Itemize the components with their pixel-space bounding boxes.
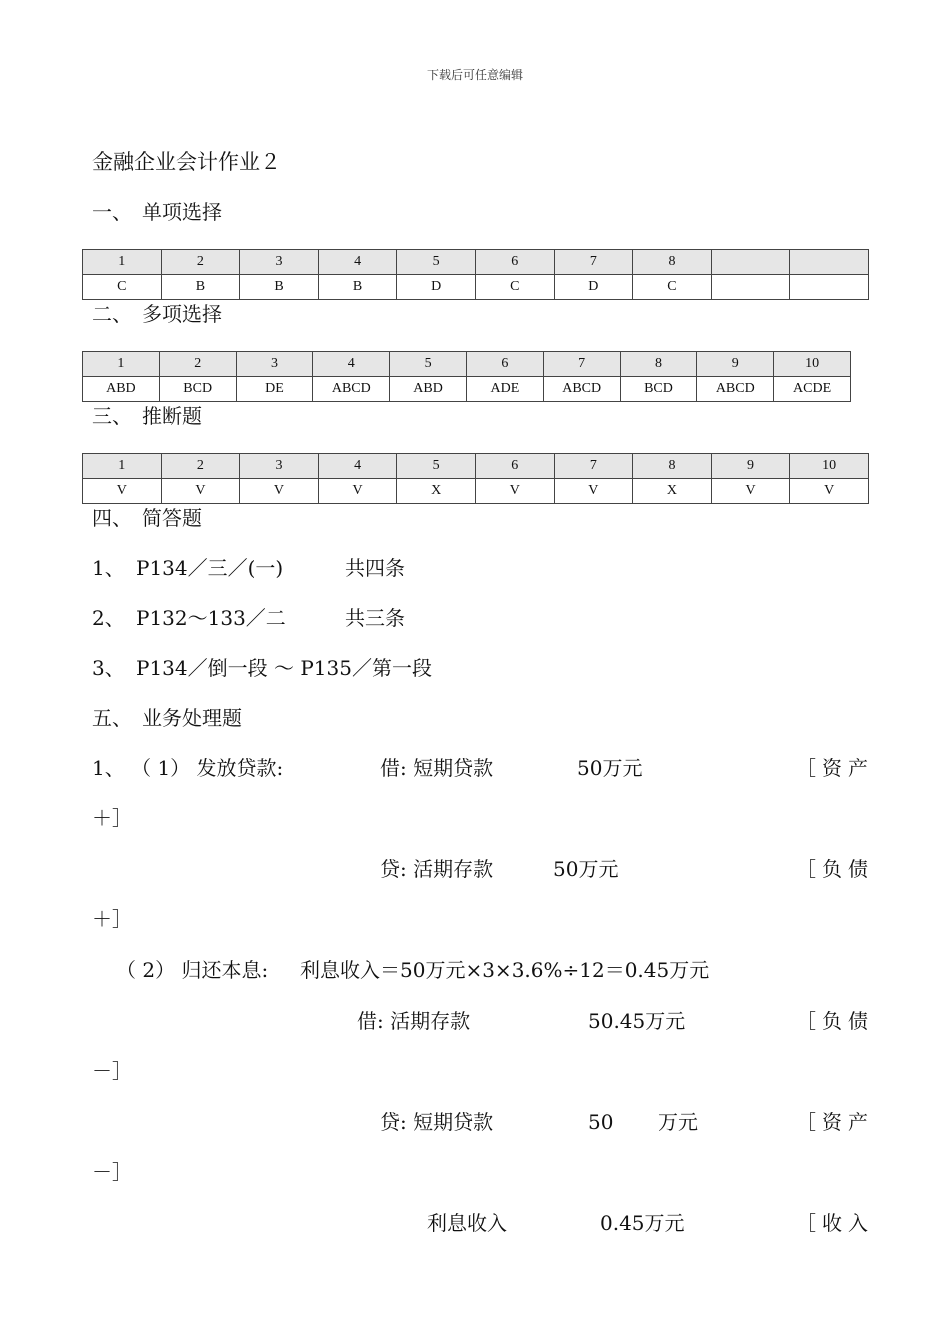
table-cell: V (240, 479, 319, 504)
account-type-tag: ［负债 (796, 857, 874, 881)
table-cell: 9 (711, 454, 790, 479)
short-answer-number: 1、 (92, 556, 125, 580)
table-cell: ABD (83, 377, 160, 402)
table-cell: 2 (159, 352, 236, 377)
table-cell: 4 (318, 250, 397, 275)
entry-label: 1、 （ 1） 发放贷款: (92, 756, 284, 780)
table-cell: 6 (475, 454, 554, 479)
table-cell: X (397, 479, 476, 504)
section-short-answer: 四、 简答题 (92, 506, 202, 530)
journal-credit: 贷: 活期存款 (380, 857, 494, 881)
journal-credit: 贷: 短期贷款 (380, 1110, 494, 1134)
table-cell (711, 275, 790, 300)
table-cell: 1 (83, 454, 162, 479)
table-cell: 8 (633, 250, 712, 275)
table-row (83, 275, 869, 300)
table-cell (790, 275, 869, 300)
short-answer-number: 3、 (92, 656, 125, 680)
table-cell: BCD (159, 377, 236, 402)
journal-amount: 50 (588, 1110, 614, 1134)
table-cell: 5 (397, 454, 476, 479)
table-cell: 2 (161, 250, 240, 275)
table-cell: BCD (620, 377, 697, 402)
journal-amount: 0.45万元 (600, 1211, 685, 1235)
table-cell: 7 (554, 250, 633, 275)
short-answer-note: 共四条 (345, 556, 405, 580)
table-cell: D (554, 275, 633, 300)
journal-credit-account: 利息收入 (427, 1211, 507, 1235)
single-choice-table (82, 249, 869, 300)
short-answer-reference: P134／倒一段 ～ P135／第一段 (136, 656, 432, 680)
table-cell: 1 (83, 352, 160, 377)
account-type-tag: －］ (92, 1160, 132, 1184)
table-header-row (83, 352, 851, 377)
multiple-choice-table (82, 351, 851, 402)
table-cell: 10 (774, 352, 851, 377)
table-cell: C (83, 275, 162, 300)
table-row (83, 377, 851, 402)
short-answer-number: 2、 (92, 606, 125, 630)
table-header-row (83, 250, 869, 275)
account-type-tag: ［资产 (796, 1110, 874, 1134)
account-type-tag: ＋］ (92, 907, 132, 931)
section-judgment: 三、 推断题 (92, 404, 202, 428)
table-cell: 9 (697, 352, 774, 377)
table-cell: V (83, 479, 162, 504)
table-cell: V (161, 479, 240, 504)
table-cell: 6 (466, 352, 543, 377)
table-cell: 1 (83, 250, 162, 275)
table-cell: 5 (390, 352, 467, 377)
table-cell: 7 (543, 352, 620, 377)
account-type-tag: ［收入 (796, 1211, 874, 1235)
table-cell: 2 (161, 454, 240, 479)
table-cell: V (790, 479, 869, 504)
judgment-table (82, 453, 869, 504)
table-cell: C (475, 275, 554, 300)
page-header: 下载后可任意编辑 (426, 68, 523, 82)
table-cell: DE (236, 377, 313, 402)
table-cell: 6 (475, 250, 554, 275)
table-cell: X (633, 479, 712, 504)
table-cell: C (633, 275, 712, 300)
table-cell: 8 (620, 352, 697, 377)
section-multiple-choice: 二、 多项选择 (92, 302, 222, 326)
table-cell: V (318, 479, 397, 504)
table-cell: 4 (318, 454, 397, 479)
table-cell: 8 (633, 454, 712, 479)
journal-debit: 借: 活期存款 (357, 1009, 471, 1033)
table-cell: B (318, 275, 397, 300)
journal-amount: 50.45万元 (588, 1009, 686, 1033)
journal-amount: 50万元 (553, 857, 619, 881)
account-type-tag: －］ (92, 1059, 132, 1083)
table-cell: V (711, 479, 790, 504)
table-cell: B (240, 275, 319, 300)
entry-label: （ 2） 归还本息: (116, 958, 269, 982)
table-cell: 7 (554, 454, 633, 479)
short-answer-reference: P134／三／(一) (136, 556, 284, 580)
table-cell: 3 (236, 352, 313, 377)
table-cell: ADE (466, 377, 543, 402)
table-cell: V (475, 479, 554, 504)
table-cell: V (554, 479, 633, 504)
account-type-tag: ＋］ (92, 806, 132, 830)
short-answer-note: 共三条 (345, 606, 405, 630)
interest-formula: 利息收入＝50万元×3×3.6%÷12＝0.45万元 (300, 958, 710, 982)
table-cell: D (397, 275, 476, 300)
short-answer-reference: P132～133／二 (136, 606, 286, 630)
table-cell: 4 (313, 352, 390, 377)
table-cell (790, 250, 869, 275)
table-cell: 10 (790, 454, 869, 479)
account-type-tag: ［资产 (796, 756, 874, 780)
table-cell: ABCD (697, 377, 774, 402)
table-cell: 3 (240, 250, 319, 275)
table-cell: 3 (240, 454, 319, 479)
table-cell: ACDE (774, 377, 851, 402)
journal-debit: 借: 短期贷款 (380, 756, 494, 780)
journal-amount-unit: 万元 (658, 1110, 698, 1134)
table-row (83, 479, 869, 504)
table-cell: ABD (390, 377, 467, 402)
table-cell: ABCD (313, 377, 390, 402)
document-title: 金融企业会计作业２ (92, 150, 281, 174)
section-business: 五、 业务处理题 (92, 706, 242, 730)
journal-amount: 50万元 (577, 756, 643, 780)
account-type-tag: ［负债 (796, 1009, 874, 1033)
table-cell: ABCD (543, 377, 620, 402)
table-header-row (83, 454, 869, 479)
table-cell: B (161, 275, 240, 300)
table-cell: 5 (397, 250, 476, 275)
section-single-choice: 一、 单项选择 (92, 200, 222, 224)
table-cell (711, 250, 790, 275)
